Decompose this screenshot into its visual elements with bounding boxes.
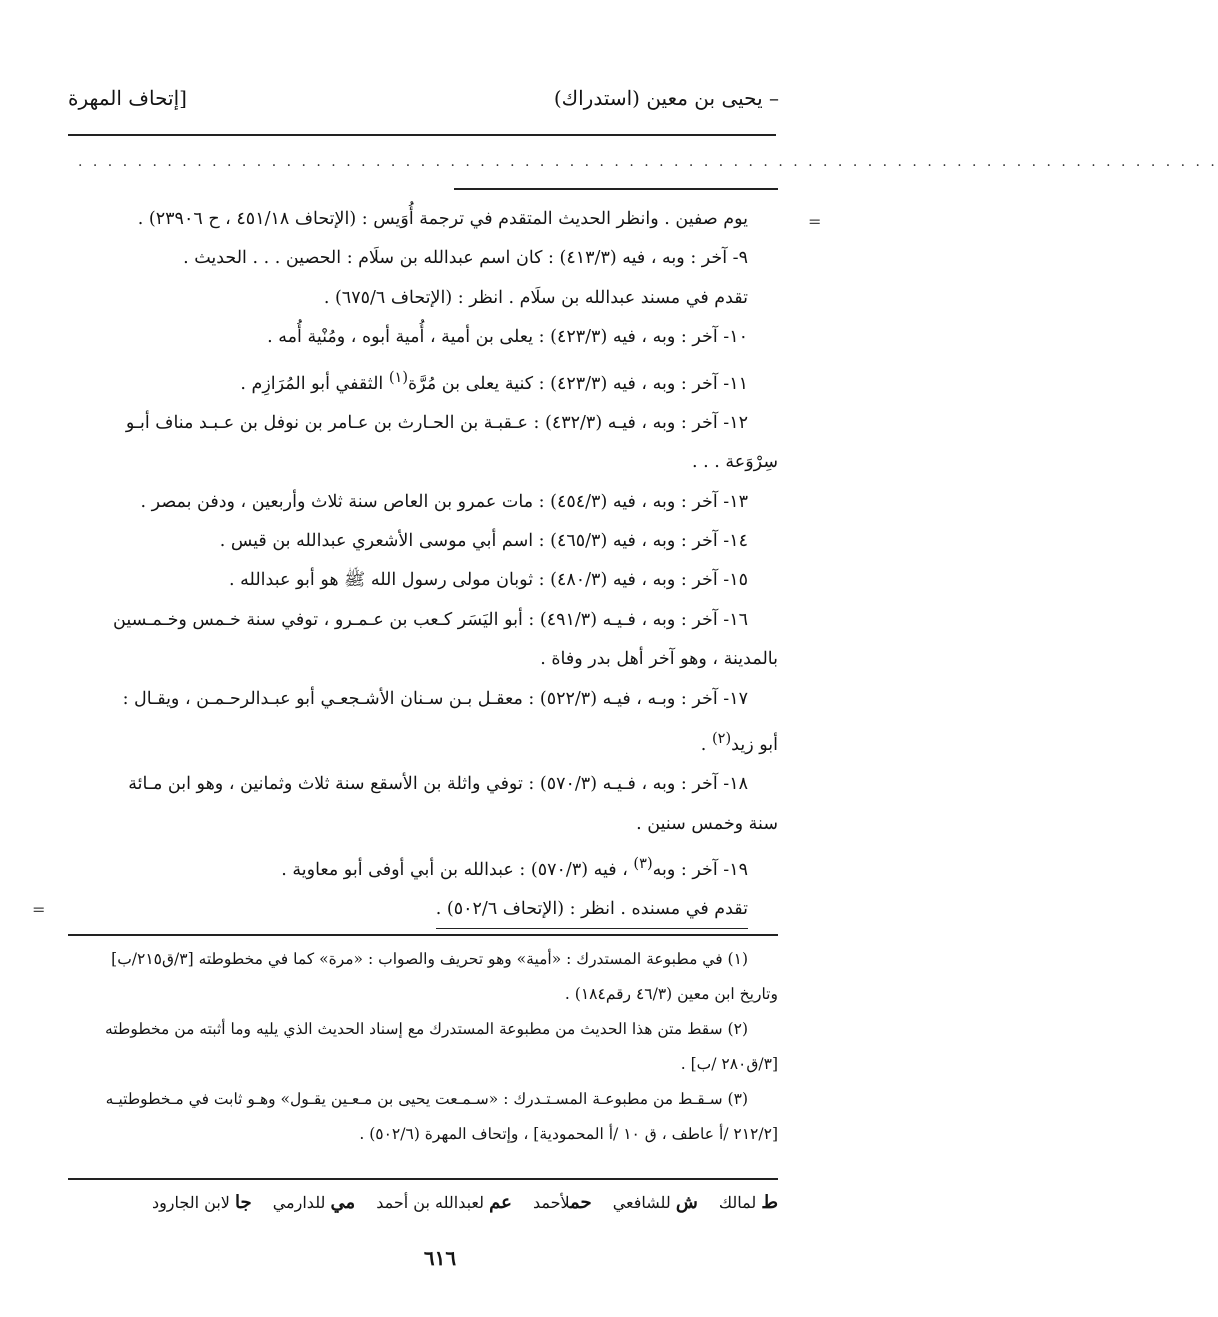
running-header [68, 86, 779, 120]
abbr-code: ط [761, 1192, 778, 1213]
abbreviations-rule [68, 1178, 778, 1180]
hadith-12-continued: سِرْوَعة . . . [692, 452, 778, 473]
abbr-item [533, 1193, 592, 1212]
hadith-17-continued [68, 719, 778, 765]
hadith-11-text: ١١- آخر : وبه ، فيه (٤٢٣/٣) : كنية يعلى بن مُرَّة [408, 373, 748, 394]
final-cross-reference [68, 890, 778, 929]
abbr-item [152, 1193, 252, 1212]
abbr-item [719, 1193, 778, 1212]
hadith-16-continued: بالمدينة ، وهو آخر أهل بدر وفاة . [540, 649, 778, 670]
hadith-18: ١٨- آخر : وبه ، فـيـه (٥٧٠/٣) : توفي واثلة بن الأسقع سنة ثلاث وثمانين ، وهو ابن مـائة [128, 774, 748, 795]
abbr-item [273, 1193, 355, 1212]
hadith-19-text: ١٩- آخر : وبه [652, 859, 748, 880]
page-number: ٦١٦ [423, 1246, 457, 1270]
hadith-11 [68, 358, 778, 404]
hadith-17-text: أبو زيد [731, 734, 778, 755]
hadith-16: ١٦- آخر : وبه ، فـيـه (٤٩١/٣) : أبو اليَسَر كـعب بن عـمـرو ، توفي سنة خـمس وخـمـسين [113, 609, 748, 630]
footnote-ref-1: (١) [388, 368, 409, 386]
abbr-meaning: لابن الجارود [151, 1193, 230, 1212]
abbr-meaning: لمالك [718, 1193, 757, 1212]
margin-mark-bottom: = [32, 900, 46, 919]
abbr-meaning: للدارمي [272, 1193, 326, 1212]
footnote-2: (٢) سقط متن هذا الحديث من مطبوعة المستدرك مع إسناد الحديث الذي يليه وما أثبته من مخطوطته [105, 1020, 748, 1038]
abbr-code: مي [330, 1192, 356, 1213]
abbr-meaning: لأحمد [532, 1193, 571, 1212]
abbr-meaning: لعبدالله بن أحمد [376, 1193, 485, 1212]
text-line: يوم صفين . وانظر الحديث المتقدم في ترجمة أُوَيس : (الإتحاف ٤٥١/١٨ ، ح ٢٣٩٠٦) . [137, 209, 748, 229]
hadith-15: ١٥- آخر : وبه ، فيه (٤٨٠/٣) : ثوبان مولى رسول الله ﷺ هو أبو عبدالله . [229, 570, 748, 591]
footnotes [68, 942, 778, 1152]
hadith-19-text-end: ، فيه (٥٧٠/٣) : عبدالله بن أبي أوفى أبو معاوية . [281, 859, 634, 880]
hadith-19 [68, 844, 778, 890]
footnote-2-continued: [٣/ق٢٨٠ /ب] . [680, 1055, 778, 1073]
abbreviations-key [68, 1188, 778, 1218]
margin-mark-top: = [808, 212, 822, 231]
hadith-14: ١٤- آخر : وبه ، فيه (٤٦٥/٣) : اسم أبي موسى الأشعري عبدالله بن قيس . [219, 531, 748, 552]
footnote-ref-3: (٣) [633, 855, 653, 873]
abbr-code: عم [489, 1192, 512, 1213]
hadith-9: ٩- آخر : وبه ، فيه (٤١٣/٣) : كان اسم عبدالله بن سلَام : الحصين . . . الحديث . [183, 248, 748, 269]
footnote-3-continued: [٢١٢/٢ /أ عاطف ، ق ١٠ /أ المحمودية] ، وإتحاف المهرة (٥٠٢/٦) . [359, 1125, 778, 1143]
hadith-12: ١٢- آخر : وبه ، فيـه (٤٣٢/٣) : عـقبـة بن الحـارث بن عـامر بن نوفل بن عـبـد مناف أبـو [125, 412, 748, 433]
hadith-17-text-end: . [700, 734, 712, 755]
hadith-10: ١٠- آخر : وبه ، فيه (٤٢٣/٣) : يعلى بن أمية ، أُمية أبوه ، ومُنْية أُمه . [267, 327, 748, 348]
abbr-code: ش [675, 1192, 698, 1213]
continuation-rule [454, 188, 778, 190]
ellipsis-dots-line: · · · · · · · · · · · · · · · · · · · · · · · · · · · · · · · · · · · · · · · · · · · · · · · · · · · · · · · · · · · · · · · · · · · · · · · · · · · · · [78, 158, 1218, 174]
header-rule [68, 134, 776, 136]
footnote-3: (٣) سـقـط من مطبوعـة المسـتـدرك : «سـمـعت يحيى بن مـعـين يقـول» وهـو ثابت في مـخطوطتيـه [105, 1090, 748, 1108]
footnote-1-continued: وتاريخ ابن معين (٤٦/٣ رقم١٨٤) . [564, 985, 778, 1003]
header-book-title: [إتحاف المهرة [68, 86, 187, 110]
abbr-code: حم [570, 1192, 592, 1213]
footnote-1: (١) في مطبوعة المستدرك : «أمية» وهو تحريف والصواب : «مرة» كما في مخطوطته [٣/ق٢١٥/ب] [111, 950, 748, 968]
hadith-17: ١٧- آخر : وبـه ، فيـه (٥٢٢/٣) : معقـل بـن سـنان الأشـجعـي أبو عبـدالرحـمـن ، ويقـال : [122, 688, 748, 709]
header-chapter-title: – يحيى بن معين (استدراك) [553, 86, 779, 110]
footnote-ref-2: (٢) [711, 730, 732, 748]
final-cross-reference-text: تقدم في مسنده . انظر : (الإتحاف ٥٠٢/٦) . [436, 894, 748, 929]
hadith-13: ١٣- آخر : وبه ، فيه (٤٥٤/٣) : مات عمرو بن العاص سنة ثلاث وأربعين ، ودفن بمصر . [140, 491, 748, 512]
footnotes-rule [68, 934, 778, 936]
abbr-code: جا [235, 1192, 252, 1213]
hadith-18-continued: سنة وخمس سنين . [636, 813, 778, 834]
abbr-item [376, 1193, 512, 1212]
abbr-item [613, 1193, 698, 1212]
cross-reference: تقدم في مسند عبدالله بن سلَام . انظر : (الإتحاف ٦٧٥/٦) . [323, 287, 748, 308]
main-text [68, 200, 778, 930]
hadith-11-text-end: الثقفي أبو المُرَازِم . [240, 373, 389, 394]
abbr-meaning: للشافعي [612, 1193, 671, 1212]
